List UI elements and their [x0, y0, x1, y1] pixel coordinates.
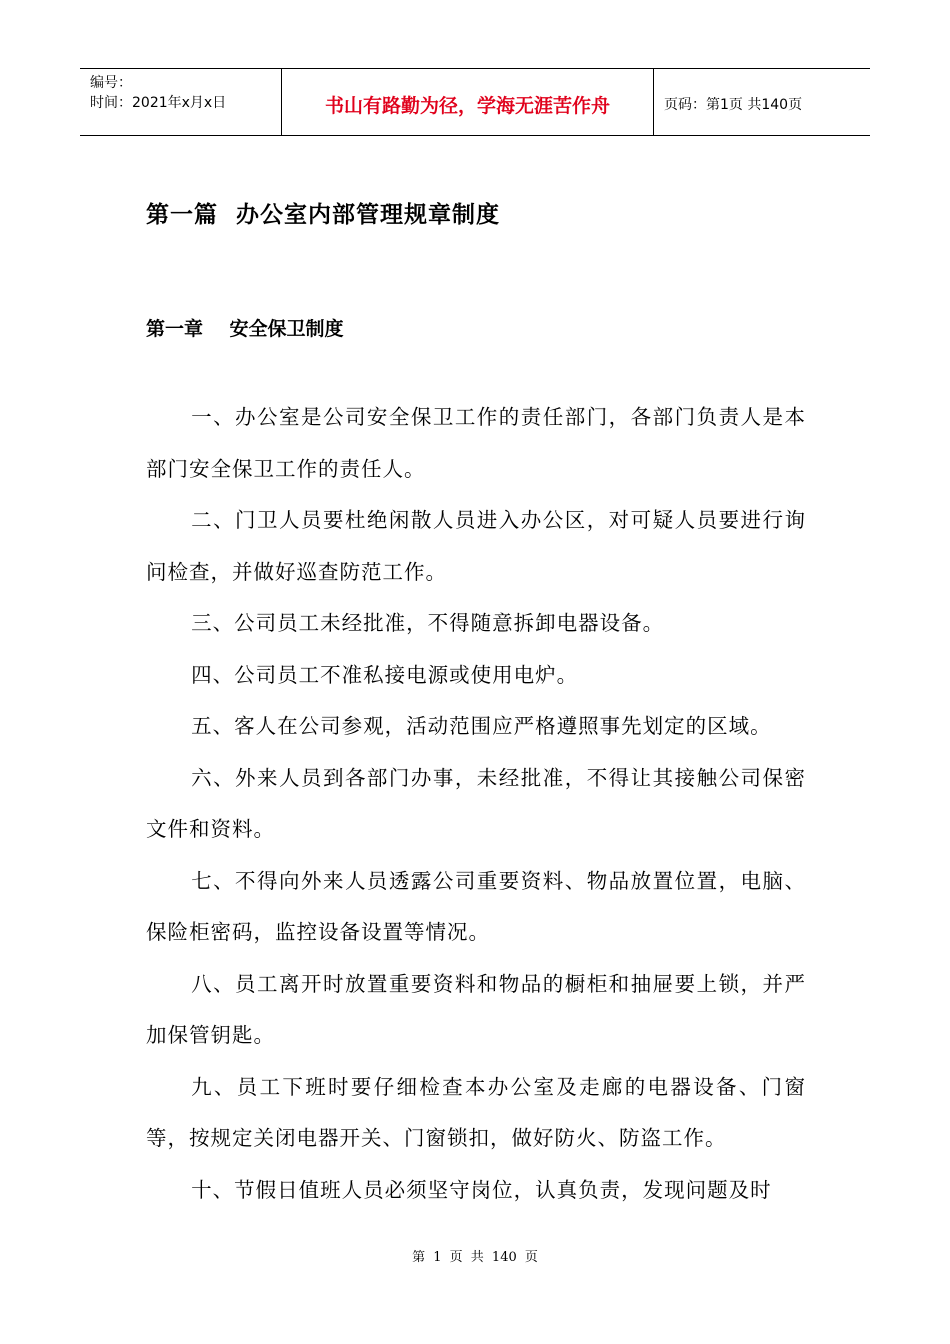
chapter-title: 第一章 安全保卫制度: [146, 318, 344, 340]
header-meta: [80, 69, 281, 135]
paragraph: 五、客人在公司参观，活动范围应严格遵照事先划定的区域。: [191, 714, 772, 738]
header-page-info: 页码：第1页 共140页: [664, 97, 803, 113]
page-footer: 第 1 页 共 140 页: [412, 1250, 538, 1265]
paragraph: 六、外来人员到各部门办事，未经批准，不得让其接触公司保密文件和资料。: [146, 765, 806, 841]
page-header: [80, 68, 870, 136]
header-motto: 书山有路勤为径，学海无涯苦作舟: [281, 69, 654, 135]
paragraph: 七、不得向外来人员透露公司重要资料、物品放置位置，电脑、保险柜密码，监控设备设置等情况。: [146, 868, 806, 944]
paragraph: 四、公司员工不准私接电源或使用电炉。: [191, 662, 579, 687]
paragraph: 九、员工下班时要仔细检查本办公室及走廊的电器设备、门窗等，按规定关闭电器开关、门窗锁扣，做好防火、防盗工作。: [146, 1074, 806, 1150]
document-body: [146, 392, 806, 1216]
paragraph: 十、节假日值班人员必须坚守岗位，认真负责，发现问题及时: [191, 1177, 772, 1202]
paragraph: 三、公司员工未经批准，不得随意拆卸电器设备。: [191, 611, 665, 635]
part-title: 第一篇 办公室内部管理规章制度: [146, 202, 501, 228]
number-label: 编号：: [90, 75, 132, 91]
time-label: 时间：2021年x月x日: [90, 95, 227, 111]
paragraph: 二、门卫人员要杜绝闲散人员进入办公区，对可疑人员要进行询问检查，并做好巡查防范工作。: [146, 508, 806, 584]
paragraph: 八、员工离开时放置重要资料和物品的橱柜和抽屉要上锁，并严加保管钥匙。: [146, 971, 806, 1047]
paragraph: 一、办公室是公司安全保卫工作的责任部门，各部门负责人是本部门安全保卫工作的责任人。: [146, 405, 806, 481]
